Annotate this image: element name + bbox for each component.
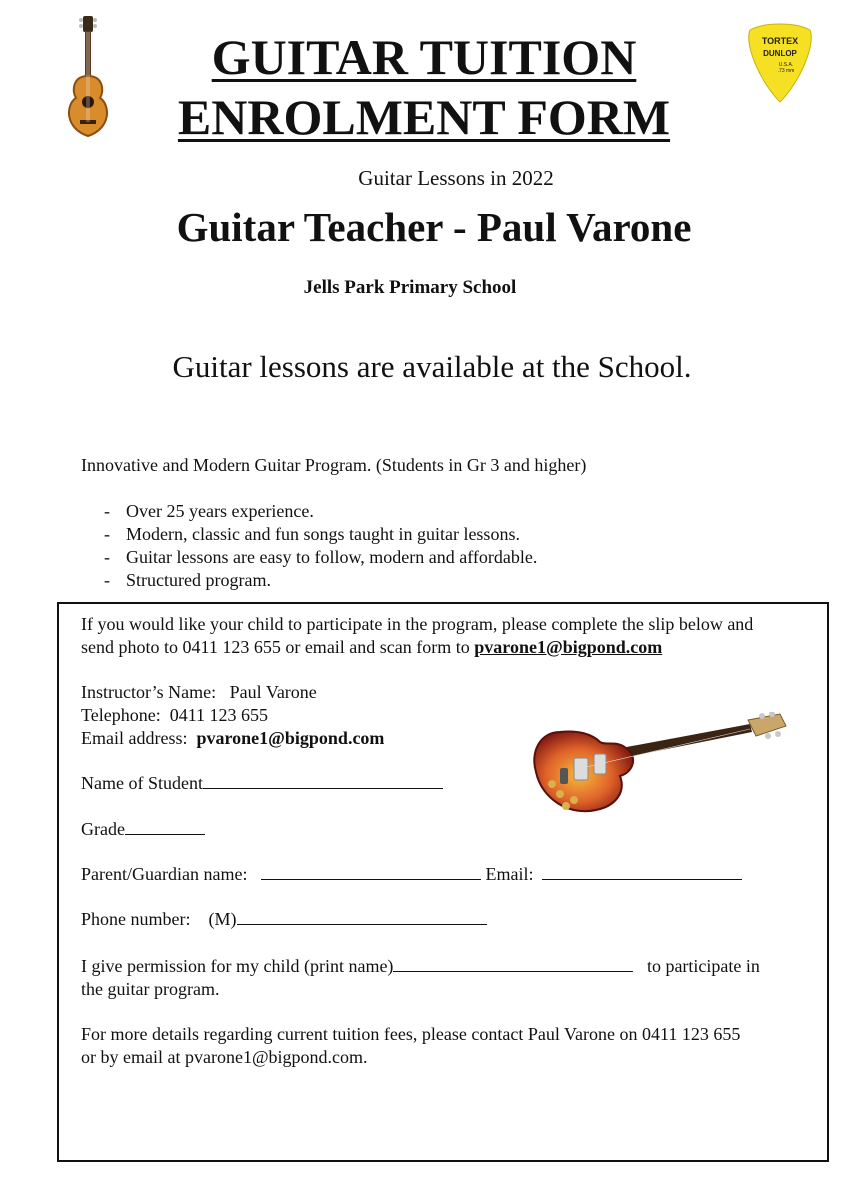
email-row — [81, 727, 384, 750]
grade-row — [81, 818, 205, 841]
subtitle: Guitar Lessons in 2022 — [358, 166, 554, 190]
teacher-heading: Guitar Teacher - Paul Varone — [176, 204, 692, 250]
availability-text: Guitar lessons are available at the School. — [172, 349, 692, 384]
permission-row — [81, 955, 760, 978]
instructions-line-1: If you would like your child to participate in the program, please complete the slip below and — [81, 614, 754, 634]
telephone-row — [81, 704, 268, 727]
student-name-label: Name of Student — [81, 773, 203, 793]
phone-row — [81, 908, 487, 931]
permission-text-3: the guitar program. — [81, 979, 220, 999]
instructions-text: send photo to 0411 123 655 or email and scan form to — [81, 637, 475, 657]
features-list — [104, 500, 537, 592]
feature-item: - Structured program. — [104, 569, 537, 592]
parent-name-label: Parent/Guardian name: — [81, 864, 248, 884]
feature-item: - Over 25 years experience. — [104, 500, 537, 523]
instructor-row — [81, 681, 317, 704]
telephone-label: Telephone: — [81, 705, 161, 725]
form-title-line-1: GUITAR TUITION — [211, 29, 637, 85]
form-title-line-2: ENROLMENT FORM — [177, 89, 671, 145]
email-value: pvarone1@bigpond.com — [196, 728, 385, 748]
student-name-row — [81, 772, 443, 795]
parent-email-input[interactable] — [542, 863, 742, 880]
parent-row — [81, 863, 742, 886]
student-name-input[interactable] — [203, 772, 443, 789]
email-label: Email address: — [81, 728, 188, 748]
feature-item: - Modern, classic and fun songs taught in guitar lessons. — [104, 523, 537, 546]
grade-input[interactable] — [125, 818, 205, 835]
pick-gauge: .73 mm — [777, 68, 795, 74]
pick-brand-top: TORTEX — [761, 36, 799, 46]
parent-email-label: Email: — [485, 864, 534, 884]
fees-line-2: or by email at pvarone1@bigpond.com. — [81, 1047, 368, 1067]
phone-label: Phone number: — [81, 909, 191, 929]
instructions-line-2 — [81, 636, 662, 659]
instructions-email-link[interactable]: pvarone1@bigpond.com — [474, 637, 663, 657]
pick-brand-mid: DUNLOP — [763, 49, 797, 58]
phone-input[interactable] — [237, 908, 487, 925]
permission-text-2: to participate in — [646, 956, 760, 976]
phone-mobile-label: (M) — [208, 909, 237, 929]
feature-item: - Guitar lessons are easy to follow, modern and affordable. — [104, 546, 537, 569]
program-description: Innovative and Modern Guitar Program. (Students in Gr 3 and higher) — [81, 455, 587, 475]
telephone-value: 0411 123 655 — [169, 705, 269, 725]
school-name: Jells Park Primary School — [303, 277, 517, 298]
grade-label: Grade — [81, 819, 125, 839]
electric-guitar-icon — [530, 712, 790, 816]
fees-line-1: For more details regarding current tuition fees, please contact Paul Varone on 0411 123 655 — [81, 1024, 741, 1044]
instructor-label: Instructor’s Name: — [81, 682, 217, 702]
permission-child-name-input[interactable] — [393, 955, 633, 972]
permission-text-1: I give permission for my child (print name) — [81, 956, 394, 976]
parent-name-input[interactable] — [261, 863, 481, 880]
pick-origin: U.S.A. — [778, 62, 794, 68]
instructor-value: Paul Varone — [229, 682, 317, 702]
